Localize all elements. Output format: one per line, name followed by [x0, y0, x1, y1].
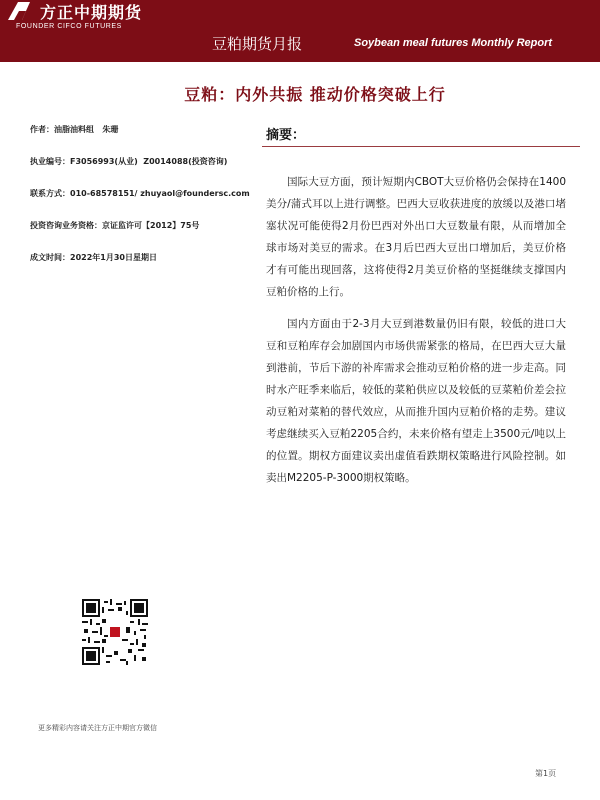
summary-paragraph-domestic: 国内方面由于2-3月大豆到港数量仍旧有限，较低的进口大豆和豆粕库存会加剧国内市场供需紧张的格局，在巴西大豆大量到港前，节后下游的补库需求会推动豆粕价格的进一步走高。同时水产旺季来临后，较低的菜粕供应以及较低的豆菜粕价差会拉动豆粕对菜粕的替代效应，从而推升国内豆粕价格的走势。建议考虑继续买入豆粕2205合约，未来价格有望走上3500元/吨以上的位置。期权方面建议卖出虚值看跌期权策略进行风险控制。如卖出M2205-P-3000期权策略。 — [266, 317, 566, 484]
qr-caption: 更多精彩内容请关注方正中期官方微信 — [38, 724, 157, 732]
summary-divider — [262, 146, 580, 147]
logo-text-en: FOUNDER CIFCO FUTURES — [16, 23, 122, 30]
page-number: 第1页 — [535, 769, 557, 778]
report-title-en: Soybean meal futures Monthly Report — [354, 37, 553, 49]
qualification-line: 投资咨询业务资格：京证监许可【2012】75号 — [30, 221, 200, 230]
contact-line: 联系方式：010-68578151/ zhuyaol@foundersc.com — [30, 189, 250, 198]
logo-text-cn: 方正中期期货 — [40, 3, 143, 22]
report-title-cn: 豆粕期货月报 — [212, 35, 303, 53]
author-line: 作者：油脂油料组 朱珊 — [30, 125, 119, 134]
summary-paragraph-international: 国际大豆方面，预计短期内CBOT大豆价格仍会保持在1400美分/蒲式耳以上进行调整。巴西大豆收获进度的放缓以及港口堵塞状况可能使得2月份巴西对外出口大豆数量有限，从而增加全球市场对美豆的需求。在3月后巴西大豆出口增加后，美豆价格才有可能出现回落，这将使得2月美豆价格的坚挺继续支撑国内豆粕价格的上行。 — [266, 175, 566, 298]
summary-heading: 摘要： — [266, 128, 306, 143]
license-line: 执业编号：F3056993(从业) Z0014088(投资咨询) — [30, 157, 228, 166]
qr-code-icon — [82, 599, 148, 665]
date-line: 成文时间：2022年1月30日星期日 — [30, 253, 157, 262]
page-title: 豆粕：内外共振 推动价格突破上行 — [184, 85, 446, 104]
report-header — [0, 0, 600, 62]
logo-mark-icon — [6, 0, 32, 22]
author-meta — [30, 124, 250, 284]
company-logo — [6, 0, 196, 34]
